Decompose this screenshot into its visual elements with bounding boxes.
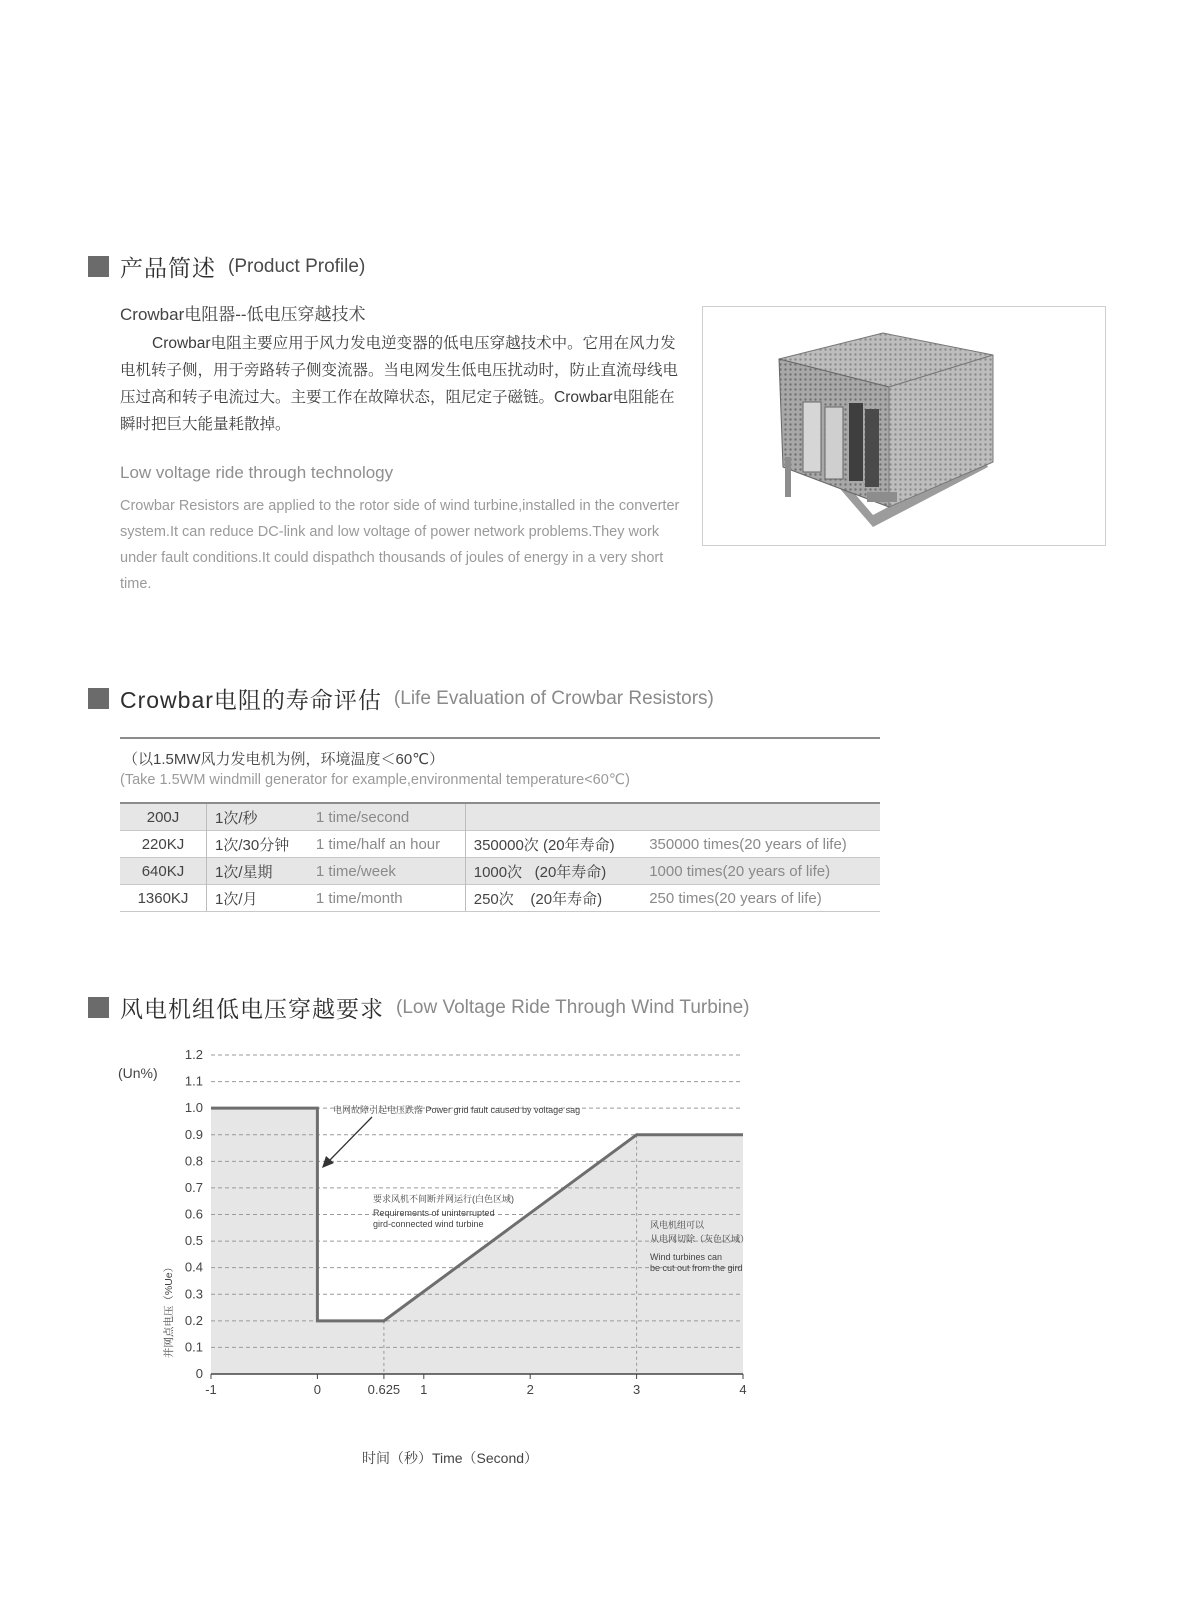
x-tick-label: 0 bbox=[313, 1382, 322, 1397]
life-cn-cell bbox=[465, 803, 641, 831]
annotation-req-en-1: Requirements of uninterrupted bbox=[373, 1208, 495, 1218]
y-axis-label: 并网点电压（%Ue） bbox=[163, 1261, 175, 1359]
y-tick-label: 0.4 bbox=[184, 1259, 203, 1275]
frequency-cn-cell: 1次/月 bbox=[207, 885, 308, 912]
section-title-en: (Product Profile) bbox=[228, 255, 366, 277]
annotation-cut-en-1: Wind turbines can bbox=[650, 1252, 723, 1262]
x-tick-labels bbox=[205, 1374, 746, 1397]
subtitle-cn: Crowbar电阻器--低电压穿越技术 bbox=[120, 305, 366, 324]
y-tick-label: 1.0 bbox=[184, 1100, 203, 1116]
section-title-cn: 风电机组低电压穿越要求 bbox=[120, 996, 384, 1022]
x-tick-label: 3 bbox=[632, 1382, 641, 1397]
x-axis-label: 时间（秒）Time（Second） bbox=[361, 1450, 539, 1466]
section-bullet-square bbox=[88, 688, 109, 709]
life-en-cell bbox=[641, 803, 880, 831]
frequency-en-cell: 1 time/month bbox=[308, 885, 465, 912]
life-cn-cell: 1000次 (20年寿命) bbox=[465, 858, 641, 885]
x-tick-label: 4 bbox=[739, 1382, 747, 1397]
table-row bbox=[120, 885, 880, 912]
table-row bbox=[120, 858, 880, 885]
body-en: Crowbar Resistors are applied to the rotor side of wind turbine,installed in the converter system.It can reduce DC-link and low voltage of power network problems.They work under fault conditions.It could dispathch thousands of joules of energy in a very short time. bbox=[120, 498, 680, 592]
frequency-en-cell: 1 time/half an hour bbox=[308, 831, 465, 858]
y-tick-label: 1.1 bbox=[184, 1073, 203, 1089]
annotation-cut-cn-2: 从电网切除（灰色区域） bbox=[650, 1234, 750, 1244]
y-tick-label: 0 bbox=[195, 1366, 203, 1381]
subtitle-en: Low voltage ride through technology bbox=[120, 463, 394, 482]
y-tick-label: 0.2 bbox=[184, 1312, 203, 1328]
life-en-cell: 250 times(20 years of life) bbox=[641, 885, 880, 912]
energy-cell: 640KJ bbox=[120, 858, 207, 885]
energy-cell: 1360KJ bbox=[120, 885, 207, 912]
x-tick-label: 0.625 bbox=[367, 1382, 401, 1397]
condition-cn: （以1.5MW风力发电机为例，环境温度＜60℃） bbox=[123, 751, 445, 768]
life-evaluation-table bbox=[120, 802, 880, 912]
x-tick-label: 1 bbox=[420, 1382, 428, 1397]
y-tick-label: 1.2 bbox=[184, 1050, 203, 1062]
lvrt-chart bbox=[110, 1050, 790, 1470]
section-header-lvrt bbox=[88, 991, 749, 1024]
y-tick-label: 0.7 bbox=[184, 1179, 203, 1195]
x-tick-label: -1 bbox=[205, 1382, 217, 1397]
annotation-cut-en-2: be cut out from the gird bbox=[650, 1263, 743, 1273]
y-tick-label: 0.1 bbox=[184, 1339, 203, 1355]
lvrt-chart-svg bbox=[110, 1050, 790, 1470]
product-photo bbox=[702, 306, 1106, 546]
frequency-en-cell: 1 time/second bbox=[308, 803, 465, 831]
life-en-cell: 350000 times(20 years of life) bbox=[641, 831, 880, 858]
body-cn: Crowbar电阻主要应用于风力发电逆变器的低电压穿越技术中。它用在风力发电机转子侧，用于旁路转子侧变流器。当电网发生低电压扰动时，防止直流母线电压过高和转子电流过大。主要工作在故障状态，阻尼定子磁链。Crowbar电阻能在瞬时把巨大能量耗散掉。 bbox=[120, 335, 679, 433]
frequency-cn-cell: 1次/秒 bbox=[207, 803, 308, 831]
section-header-life-evaluation bbox=[88, 682, 714, 715]
life-cn-cell: 350000次 (20年寿命) bbox=[465, 831, 641, 858]
condition-en: (Take 1.5WM windmill generator for example,environmental temperature<60℃) bbox=[120, 772, 630, 788]
table-top-rule bbox=[120, 737, 880, 739]
y-tick-labels bbox=[185, 1050, 203, 1381]
y-tick-label: 0.9 bbox=[184, 1126, 203, 1142]
section-title-en: (Life Evaluation of Crowbar Resistors) bbox=[393, 687, 714, 709]
frequency-en-cell: 1 time/week bbox=[308, 858, 465, 885]
table-row bbox=[120, 803, 880, 831]
section-title-cn: Crowbar电阻的寿命评估 bbox=[120, 687, 382, 713]
frequency-cn-cell: 1次/星期 bbox=[207, 858, 308, 885]
section-header-product-profile bbox=[88, 250, 365, 283]
annotation-cut-cn-1: 风电机组可以 bbox=[650, 1220, 705, 1230]
crowbar-resistor-illustration bbox=[703, 307, 1105, 545]
y-tick-label: 0.6 bbox=[184, 1206, 203, 1222]
energy-cell: 220KJ bbox=[120, 831, 207, 858]
table-row bbox=[120, 831, 880, 858]
annotation-req-cn: 要求风机不间断并网运行(白色区域) bbox=[373, 1194, 514, 1204]
life-en-cell: 1000 times(20 years of life) bbox=[641, 858, 880, 885]
annotation-fault: 电网故障引起电压跌落 Power grid fault caused by voltage sag bbox=[333, 1105, 581, 1115]
life-cn-cell: 250次 (20年寿命) bbox=[465, 885, 641, 912]
energy-cell: 200J bbox=[120, 803, 207, 831]
x-tick-label: 2 bbox=[526, 1382, 534, 1397]
section-title-en: (Low Voltage Ride Through Wind Turbine) bbox=[396, 996, 750, 1018]
y-tick-label: 0.3 bbox=[184, 1286, 203, 1302]
section-bullet-square bbox=[88, 256, 109, 277]
unit-label: (Un%) bbox=[118, 1065, 158, 1081]
annotation-req-en-2: gird-connected wind turbine bbox=[373, 1219, 484, 1229]
section-bullet-square bbox=[88, 997, 109, 1018]
y-tick-label: 0.8 bbox=[184, 1153, 203, 1169]
y-tick-label: 0.5 bbox=[184, 1233, 203, 1249]
frequency-cn-cell: 1次/30分钟 bbox=[207, 831, 308, 858]
section-title-cn: 产品简述 bbox=[120, 255, 216, 281]
annotation-arrow-line bbox=[328, 1117, 372, 1162]
